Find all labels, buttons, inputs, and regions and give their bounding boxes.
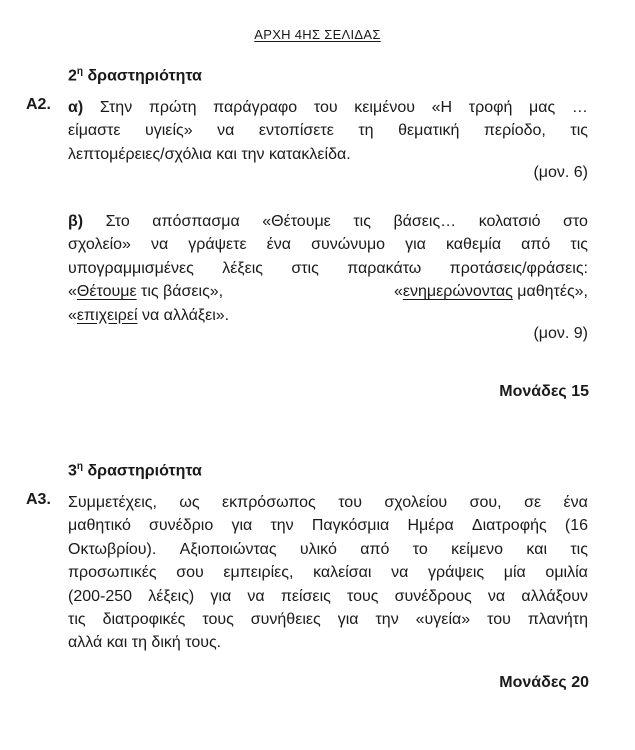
activity-2-ordinal: η: [76, 66, 84, 77]
word: τις: [570, 236, 588, 254]
word: εκπρόσωπος: [222, 494, 316, 511]
question-a2-label: Α2.: [26, 96, 51, 113]
word: «Η: [431, 99, 453, 116]
word: παράγραφο: [213, 99, 298, 116]
word: στο: [563, 213, 588, 230]
word: του: [487, 611, 511, 629]
word: να: [487, 587, 506, 605]
word: μία: [503, 564, 526, 582]
activity-3-ordinal: η: [76, 461, 84, 472]
word: μας: [529, 99, 556, 116]
word: από: [360, 540, 390, 558]
a3-line-6: [68, 608, 588, 631]
word: πρώτη: [148, 99, 197, 116]
activity-2-title: [68, 66, 202, 85]
word: κείμενο: [451, 540, 504, 558]
word: είμαστε: [68, 122, 121, 140]
word: σχολείου: [384, 494, 448, 511]
word: ένα: [266, 236, 292, 254]
a2b-phrase-2-rest: μαθητές»,: [512, 283, 588, 301]
a3-line-5: [68, 585, 588, 608]
word: για: [210, 587, 232, 605]
word: Στην: [99, 99, 133, 116]
a2b-phrase-3-rest: να αλλάξει».: [137, 306, 230, 324]
a2a-line-3: λεπτομέρειες/σχόλια και την κατακλείδα.: [68, 145, 351, 163]
question-a3: [68, 491, 588, 655]
a2b-phrase-1-rest: τις βάσεις»,: [136, 283, 224, 301]
word: προτάσεις/φράσεις:: [449, 259, 588, 277]
word: εντοπίσετε: [258, 122, 334, 140]
word: και: [526, 540, 547, 558]
a2a-marks: (μον. 6): [533, 164, 588, 181]
word: τις: [68, 611, 86, 629]
a2a-line-2: [68, 119, 588, 142]
a2b-phrase-1: [68, 280, 223, 303]
word: …: [571, 99, 588, 116]
word: ως: [179, 494, 200, 511]
word: σε: [524, 494, 542, 511]
word: (200-250: [68, 587, 133, 605]
word: παρακάτω: [347, 259, 422, 277]
a2b-line-3: [68, 257, 588, 280]
question-a2-a: [68, 96, 588, 166]
word: για: [405, 236, 426, 254]
word: Διατροφής: [471, 517, 547, 535]
word: αλλάξουν: [521, 587, 588, 605]
underlined-word-epixeirei: επιχειρεί: [76, 306, 138, 324]
word: συνήθειες: [250, 611, 321, 629]
word: «υγεία»: [415, 611, 471, 629]
word: να: [217, 122, 235, 140]
word: συνέδριο: [149, 517, 214, 535]
word: γράψετε: [188, 236, 247, 254]
word: κολατσιό: [478, 213, 541, 230]
question-a3-label: Α3.: [26, 491, 51, 508]
activity-2-number: 2: [68, 67, 77, 85]
word: να: [391, 564, 409, 582]
word: καθεμία: [445, 236, 502, 254]
word: από: [521, 236, 551, 254]
word: διατροφικές: [102, 611, 186, 629]
word: τις: [570, 122, 588, 140]
word: Αξιοποιώντας: [179, 540, 277, 558]
word: θεματική: [398, 122, 460, 140]
word: να: [150, 236, 169, 254]
page-header-text: ΑΡΧΗ 4ΗΣ ΣΕΛΙΔΑΣ: [254, 27, 381, 42]
word: υπογραμμισμένες: [68, 259, 194, 277]
a2a-letter: α): [68, 99, 84, 116]
question-a2-b: [68, 210, 588, 327]
a2b-marks: (μον. 9): [533, 325, 588, 342]
word: λέξεις): [148, 587, 195, 605]
page-header: [0, 27, 635, 42]
word: συνώνυμο: [311, 236, 386, 254]
word: πείσεις: [280, 587, 331, 605]
word: ομιλία: [545, 564, 588, 582]
a3-units: Μονάδες 20: [499, 674, 589, 691]
word: για: [337, 611, 359, 629]
word: να: [247, 587, 265, 605]
activity-3-title: [68, 461, 202, 480]
underlined-word-thetoume: Θέτουμε: [76, 283, 137, 301]
word: την: [270, 517, 294, 535]
a3-line-1: [68, 491, 588, 514]
a3-line-2: [68, 514, 588, 537]
word: τις: [353, 213, 371, 230]
word: τους: [202, 611, 234, 629]
word: υλικό: [299, 540, 337, 558]
a2b-line-2: [68, 233, 588, 256]
a2b-line-4: [68, 280, 588, 303]
underlined-word-enimeronontas: ενημερώνοντας: [402, 283, 513, 301]
word: κειμένου: [354, 99, 415, 116]
word: Παγκόσμια: [311, 517, 390, 535]
word: τη: [358, 122, 374, 140]
a2b-quote-2: «: [393, 283, 403, 301]
word: Οκτωβρίου).: [68, 540, 157, 558]
word: «Θέτουμε: [262, 213, 331, 230]
activity-2-word: δραστηριότητα: [87, 67, 202, 85]
word: το: [412, 540, 428, 558]
a3-line-3: [68, 538, 588, 561]
word: σου: [176, 564, 204, 582]
word: γράψεις: [427, 564, 485, 582]
word: για: [231, 517, 253, 535]
a2b-line-5: [68, 304, 588, 327]
word: βάσεις…: [393, 213, 457, 230]
a3-line-4: [68, 561, 588, 584]
word: τις: [570, 540, 588, 558]
a2b-quote-1: «: [68, 283, 77, 301]
word: συνέδρους: [394, 587, 472, 605]
word: Συμμετέχεις,: [68, 494, 157, 511]
word: του: [338, 494, 362, 511]
a2a-line-1: [68, 96, 588, 119]
word: προσωπικές: [68, 564, 157, 582]
a2-units: Μονάδες 15: [499, 383, 589, 400]
word: ένα: [563, 494, 588, 511]
a2b-quote-3: «: [68, 306, 77, 324]
word: σου,: [469, 494, 502, 511]
word: περίοδο,: [483, 122, 546, 140]
word: απόσπασμα: [152, 213, 240, 230]
word: μαθητικό: [68, 517, 131, 535]
word: του: [313, 99, 338, 116]
a2b-line-1: [68, 210, 588, 233]
word: τροφή: [468, 99, 513, 116]
word: την: [375, 611, 399, 629]
word: (16: [564, 517, 588, 535]
a2b-phrase-2: [394, 280, 588, 303]
word: λέξεις: [222, 259, 263, 277]
word: τους: [347, 587, 379, 605]
word: εμπειρίες,: [223, 564, 294, 582]
activity-3-number: 3: [68, 462, 77, 480]
activity-3-word: δραστηριότητα: [87, 462, 202, 480]
word: πλανήτη: [527, 611, 588, 629]
word: στις: [291, 259, 319, 277]
a3-line-7: αλλά και τη δική τους.: [68, 634, 222, 652]
word: καλείσαι: [313, 564, 372, 582]
word: Στο: [105, 213, 130, 230]
word: σχολείο»: [68, 236, 131, 254]
word: Ημέρα: [407, 517, 454, 535]
a2b-letter: β): [68, 213, 84, 230]
word: υγιείς»: [145, 122, 193, 140]
